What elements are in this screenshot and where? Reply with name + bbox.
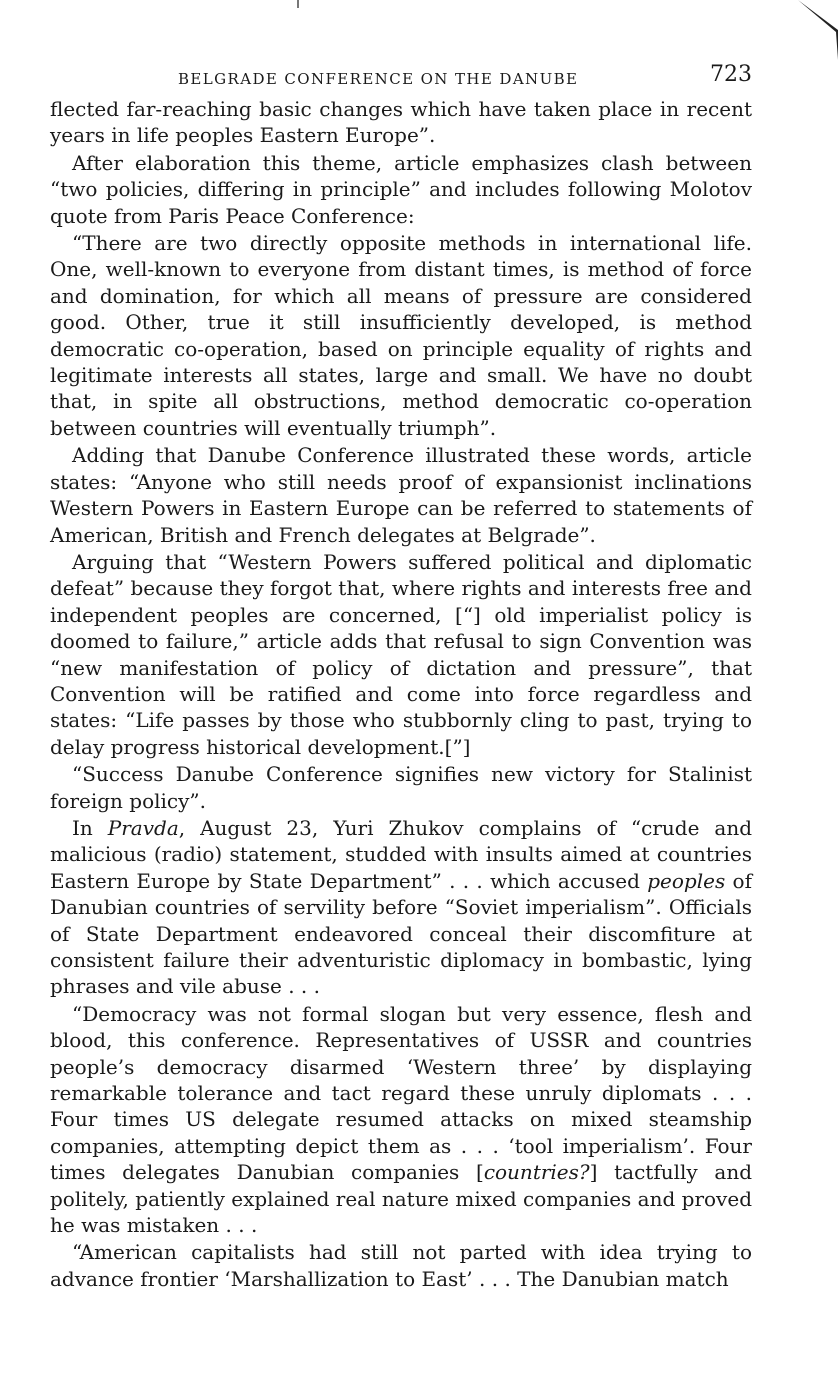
body-text: [50, 96, 752, 1292]
text-run: Adding that Danube Conference illustrated these words, article states: “Anyone who still needs proof of expansionist inclinations Western Powers in Eastern Europe can be referred to statements of American, British and French delegates at Belgrade”.: [50, 443, 752, 547]
text-run: of Danubian countries of servility before “Soviet imperialism”. Officials of State Department endeavored conceal their discomfiture at consistent failure their adventuristic diplomacy in bombastic, lying phrases and vile abuse . . .: [50, 868, 752, 999]
paragraph: [50, 442, 752, 548]
text-run: After elaboration this theme, article emphasizes clash between “two policies, differing in principle” and includes following Molotov quote from Paris Peace Conference:: [50, 150, 752, 228]
italic-text: peoples: [647, 868, 726, 893]
italic-text: Pravda: [107, 815, 179, 840]
paragraph: [50, 549, 752, 760]
page-corner-mark: [798, 0, 838, 60]
italic-text: countries?: [483, 1160, 590, 1185]
text-run: , August 23, Yuri Zhukov complains of “crude and malicious (radio) statement, studded with insults aimed at countries Eastern Europe by State Department” . . . which accused: [50, 815, 752, 893]
text-run: “Democracy was not formal slogan but very essence, flesh and blood, this conference. Representatives of USSR and countries people’s democracy disarmed ‘Western three’ by displaying remarkable tolerance and tact regard these unruly diplomats . . . Four times US delegate resumed attacks on mixed steamship companies, attempting depict them as . . . ‘tool imperialism’. Four times delegates Danubian companies [: [50, 1001, 752, 1185]
paragraph: [50, 150, 752, 229]
running-head: [50, 62, 752, 96]
document-page: [50, 62, 752, 1292]
scan-mark: [297, 0, 299, 8]
text-run: In: [72, 815, 108, 840]
paragraph: [50, 230, 752, 441]
page-number: 723: [710, 62, 752, 87]
paragraph: [50, 96, 752, 149]
paragraph: [50, 815, 752, 1000]
paragraph: [50, 1001, 752, 1239]
text-run: “There are two directly opposite methods in international life. One, well-known to everyone from distant times, is method of force and domination, for which all means of pressure are considered good. Other, true it still insufficiently developed, is method democratic co-operation, based on principle equality of rights and legitimate interests all states, large and small. We have no doubt that, in spite all obstructions, method democratic co-operation between countries will eventually triumph”.: [50, 231, 752, 440]
text-run: “Success Danube Conference signifies new victory for Stalinist foreign policy”.: [50, 762, 752, 813]
text-run: flected far-reaching basic changes which have taken place in recent years in life peoples Eastern Europe”.: [50, 97, 752, 148]
text-run: ] tactfully and politely, patiently explained real nature mixed companies and proved he was mistaken . . .: [50, 1160, 752, 1238]
paragraph: [50, 1239, 752, 1292]
paragraph: [50, 761, 752, 814]
text-run: “American capitalists had still not parted with idea trying to advance frontier ‘Marshallization to East’ . . . The Danubian match: [50, 1240, 752, 1291]
running-title: BELGRADE CONFERENCE ON THE DANUBE: [178, 70, 579, 88]
text-run: Arguing that “Western Powers suffered political and diplomatic defeat” because they forgot that, where rights and interests free and independent peoples are concerned, [“] old imperialist policy is doomed to failure,” article adds that refusal to sign Convention was “new manifestation of policy of dictation and pressure”, that Convention will be ratified and come into force regardless and states: “Life passes by those who stubbornly cling to past, trying to delay progress historical development.[”]: [50, 549, 752, 759]
